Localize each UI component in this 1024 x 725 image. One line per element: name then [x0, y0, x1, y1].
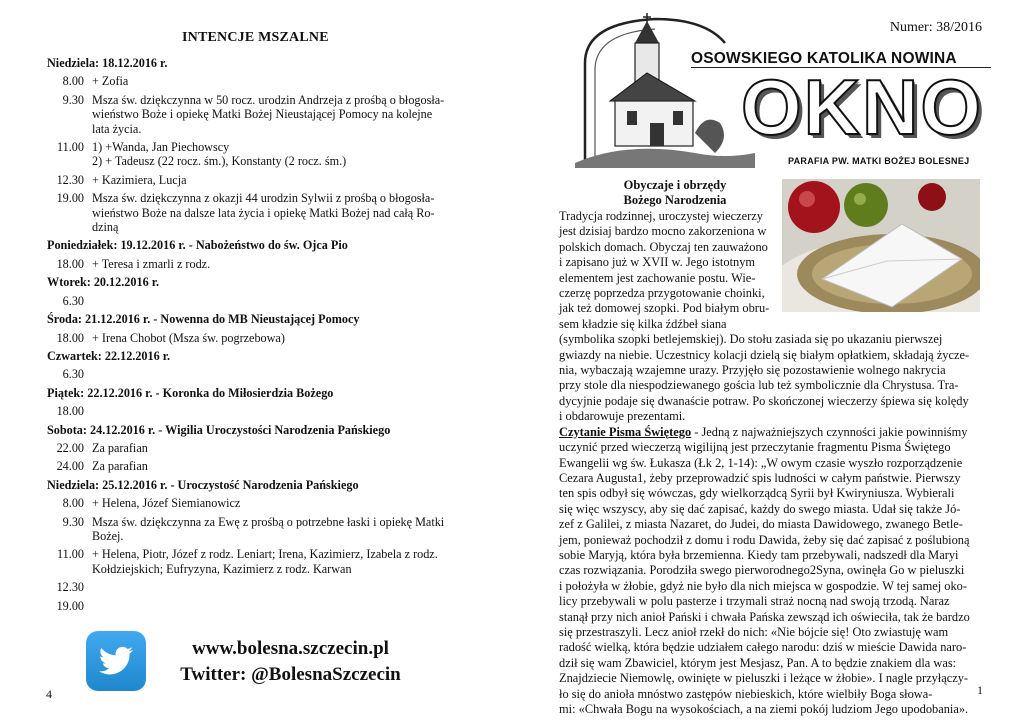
mass-intention — [92, 367, 467, 381]
article-title — [570, 178, 780, 208]
mass-time: 8.00 — [62, 74, 84, 89]
intention-line: Za parafian — [92, 440, 148, 455]
article-intro-full — [559, 332, 985, 424]
mass-entry — [47, 547, 467, 576]
mass-time: 6.30 — [62, 293, 84, 308]
intention-line: lata życia. — [92, 121, 142, 136]
mass-entry — [47, 441, 467, 455]
intention-line — [92, 367, 467, 381]
page-number-right: 1 — [977, 683, 983, 697]
mass-time: 9.30 — [62, 514, 84, 529]
mass-intention — [92, 74, 467, 88]
text-line: gwiazdy na niebie. Uczestnicy kolacji dzielą się białym opłatkiem, składają życze- — [559, 347, 970, 362]
text-line: mi: «Chwała Bogu na wysokościach, a na ziemi pokój ludziom Jego upodobania». — [559, 702, 969, 716]
text-line: radość wielką, która będzie udziałem całego narodu: dziś w mieście Dawida naro- — [559, 640, 967, 655]
mass-intention — [92, 404, 467, 418]
text-line: uczynić przed wieczerzą wigilijną jest przeczytanie fragmentu Pisma Świętego — [559, 440, 951, 455]
text-line: nia, wybaczają wzajemne urazy. Przyjęło się pozostawienie wolnego nakrycia — [559, 363, 946, 378]
mass-entry — [47, 515, 467, 544]
mass-intention — [92, 257, 467, 271]
text-line: jem, ponieważ pochodził z domu i rodu Dawida, żeby się dać zapisać z poślubioną — [559, 532, 970, 547]
intention-line: Msza św. dziękczynna za Ewę z prośbą o potrzebne łaski i opiekę Matki — [92, 514, 445, 529]
day-heading: Środa: 21.12.2016 r. - Nowenna do MB Nieustającej Pomocy — [47, 312, 360, 327]
mass-intention — [92, 93, 467, 136]
text-line: dycyjnie podaje się dwanaście potraw. Po skończonej wieczerzy śpiewa się kolędy — [559, 393, 969, 408]
mass-intention — [92, 547, 467, 576]
mass-time: 24.00 — [56, 459, 84, 474]
mass-entry — [47, 367, 467, 381]
text-line: czerzę poprzedza przygotowanie choinki, — [559, 286, 765, 301]
intention-line: wieństwo Boże na dalsze lata życia i opiekę Matki Bożej nad całą Ro- — [92, 205, 435, 220]
text-line: się więc wszyscy, aby się dać zapisać, każdy do swego miasta. Udał się także Jó- — [559, 501, 961, 516]
mass-time: 11.00 — [57, 140, 84, 155]
text-line: (symbolika szopki betlejemskiej). Do stołu zasiada się po ukazaniu pierwszej — [559, 332, 943, 347]
mass-entry — [47, 459, 467, 473]
intention-line: wieństwo Boże i opiekę Matki Bożej Nieustającej Pomocy na kolejne — [92, 107, 433, 122]
intention-line: dziną — [92, 220, 119, 235]
masthead-parish: PARAFIA PW. MATKI BOŻEJ BOLESNEJ — [788, 156, 970, 166]
article-intro-narrow — [559, 209, 777, 332]
intention-line — [92, 294, 467, 308]
mass-time: 19.00 — [56, 598, 84, 613]
text-line: i obdarowuje prezentami. — [559, 409, 686, 424]
mass-intention — [92, 515, 467, 544]
mass-entry — [47, 257, 467, 271]
masthead — [555, 13, 995, 168]
text-line: jak też domowej szopki. Pod białym obru- — [559, 301, 770, 316]
masthead-logo-text: OKNO — [741, 63, 983, 151]
issue-number: Numer: 38/2016 — [889, 20, 982, 35]
intention-line: + Zofia — [92, 74, 129, 89]
intention-line: Bożej. — [92, 528, 124, 543]
day-heading: Czwartek: 22.12.2016 r. — [47, 348, 171, 363]
intention-line: Msza św. dziękczynna w 50 rocz. urodzin Andrzeja z prośbą o błogosła- — [92, 92, 445, 107]
mass-time: 22.00 — [56, 440, 84, 455]
mass-time: 19.00 — [56, 191, 84, 206]
mass-time: 9.30 — [62, 92, 84, 107]
mass-time: 18.00 — [56, 256, 84, 271]
mass-intention — [92, 191, 467, 234]
text-line: ten spis odbył się wówczas, gdy wielkorządcą Syrii był Kwiryniusza. Wybierali — [559, 486, 955, 501]
mass-entry — [47, 140, 467, 169]
text-line: dził się wam Zbawiciel, którym jest Mesjasz, Pan. A to będzie znakiem dla was: — [559, 655, 957, 670]
intention-line: 2) + Tadeusz (22 rocz. śm.), Konstanty (2 rocz. śm.) — [92, 154, 347, 169]
masthead-title: OSOWSKIEGO KATOLIKA NOWINA — [691, 50, 957, 67]
reading-paragraph — [559, 425, 985, 718]
mass-time: 12.30 — [56, 172, 84, 187]
text-line: Ewangelii wg św. Łukasza (Łk 2, 1-14): „W owym czasie wyszło rozporządzenie — [559, 455, 963, 470]
mass-intention — [92, 441, 467, 455]
intention-line — [92, 599, 467, 613]
text-line: polskich domach. Obyczaj ten zauważono — [559, 239, 768, 254]
text-line: elementem jest zachowanie postu. Wie- — [559, 270, 756, 285]
church-drawing-icon — [555, 13, 755, 168]
mass-time: 18.00 — [56, 404, 84, 419]
mass-intention — [92, 173, 467, 187]
mass-entry — [47, 93, 467, 136]
mass-time: 11.00 — [57, 547, 84, 562]
text-line: i zapisano już w XVII w. Jego istotnym — [559, 255, 756, 270]
mass-intention — [92, 331, 467, 345]
mass-entry — [47, 191, 467, 234]
day-heading: Piątek: 22.12.2016 r. - Koronka do Miłosierdzia Bożego — [47, 385, 334, 400]
contact-block — [168, 636, 413, 688]
text-line: Znajdziecie Niemowlę, owinięte w pieluszki i leżące w żłobie». I nagle przyłączy- — [559, 671, 969, 686]
day-heading: Poniedziałek: 19.12.2016 r. - Nabożeństwo do św. Ojca Pio — [47, 238, 348, 253]
day-heading: Sobota: 24.12.2016 r. - Wigilia Uroczystości Narodzenia Pańskiego — [47, 422, 391, 437]
text-line: Cezara Augusta1, żeby przeprowadzić spis ludności w całym państwie. Pierwszy — [559, 470, 961, 485]
intention-line: + Irena Chobot (Msza św. pogrzebowa) — [92, 330, 285, 345]
text-line: się przestraszyli. Lecz anioł rzekł do nich: «Nie bójcie się! Oto zwiastuję wam — [559, 624, 949, 639]
text-line: jest dzisiaj bardzo mocno zakorzeniona w — [559, 224, 767, 239]
twitter-bird-icon[interactable] — [86, 631, 146, 691]
day-heading: Niedziela: 18.12.2016 r. — [47, 56, 168, 70]
mass-intention — [92, 580, 467, 594]
text-line: zef z Galilei, z miasta Nazaret, do Judei, do miasta Dawidowego, zwanego Betle- — [559, 517, 963, 532]
schedule-title: INTENCJE MSZALNE — [182, 30, 329, 45]
text-line: sobie Maryją, która była brzemienna. Kiedy tam przebywali, nadszedł dla Maryi — [559, 547, 959, 562]
day-heading: Niedziela: 25.12.2016 r. - Uroczystość Narodzenia Pańskiego — [47, 477, 359, 492]
mass-entry — [47, 173, 467, 187]
text-line: ło się do anioła mnóstwo zastępów niebieskich, które wielbiły Boga słowa- — [559, 686, 933, 701]
article-body — [559, 209, 985, 717]
article-title-line1: Obyczaje i obrzędy — [623, 178, 727, 192]
text-line: przy stole dla niespodziewanego gościa lub też symbolicznie dla Chrystusa. Tra- — [559, 378, 959, 393]
intention-line: Kołdziejskich; Eufryzyna, Kazimierz z rodz. Karwan — [92, 561, 352, 576]
mass-intention — [92, 599, 467, 613]
mass-intention — [92, 140, 467, 169]
intention-line: + Kazimiera, Lucja — [92, 172, 187, 187]
intention-line: Za parafian — [92, 459, 148, 474]
mass-intention — [92, 496, 467, 510]
intention-line — [92, 404, 467, 418]
day-heading: Wtorek: 20.12.2016 r. — [47, 275, 160, 290]
intention-line: Msza św. dziękczynna z okazji 44 urodzin Sylwii z prośbą o błogosła- — [92, 191, 435, 206]
mass-entry — [47, 404, 467, 418]
reading-first-line: - Jedną z najważniejszych czynności jakie powinniśmy — [691, 424, 968, 439]
mass-entry — [47, 496, 467, 510]
mass-entry — [47, 74, 467, 88]
mass-entry — [47, 599, 467, 613]
mass-time: 6.30 — [62, 367, 84, 382]
website-link[interactable]: www.bolesna.szczecin.pl — [192, 638, 389, 659]
intention-line: + Helena, Józef Siemianowicz — [92, 496, 241, 511]
mass-entry — [47, 294, 467, 308]
reading-label: Czytanie Pisma Świętego — [559, 424, 692, 439]
page-number-left: 4 — [46, 687, 52, 701]
right-page — [512, 0, 1024, 725]
text-line: Tradycja rodzinnej, uroczystej wieczerzy — [559, 209, 763, 223]
mass-time: 8.00 — [62, 496, 84, 511]
intention-line: 1) +Wanda, Jan Piechowscy — [92, 140, 230, 155]
mass-time: 12.30 — [56, 580, 84, 595]
mass-entry — [47, 331, 467, 345]
twitter-handle[interactable]: Twitter: @BolesnaSzczecin — [180, 664, 401, 685]
mass-time: 18.00 — [56, 330, 84, 345]
mass-schedule — [47, 52, 467, 617]
mass-intention — [92, 459, 467, 473]
text-line: licy przebywali w polu pasterze i trzymali straż nocną nad swoją trzodą. Naraz — [559, 594, 950, 609]
mass-intention — [92, 294, 467, 308]
intention-line: + Teresa i zmarli z rodz. — [92, 256, 211, 271]
intention-line: + Helena, Piotr, Józef z rodz. Leniart; Irena, Kazimierz, Izabela z rodz. — [92, 547, 438, 562]
mass-entry — [47, 580, 467, 594]
text-line: czas rozwiązania. Porodziła swego pierworodnego2Syna, owinęła Go w pieluszki — [559, 563, 965, 578]
article-title-line2: Bożego Narodzenia — [623, 193, 727, 207]
intention-line — [92, 580, 467, 594]
text-line: stanął przy nich anioł Pański i chwała Pańska zewsząd ich oświeciła, tak że bardzo — [559, 609, 970, 624]
text-line: sem kładzie się kilka źdźbeł siana — [559, 316, 727, 331]
text-line: i położyła w żłobie, gdyż nie było dla nich miejsca w gospodzie. W tej samej oko- — [559, 578, 967, 593]
